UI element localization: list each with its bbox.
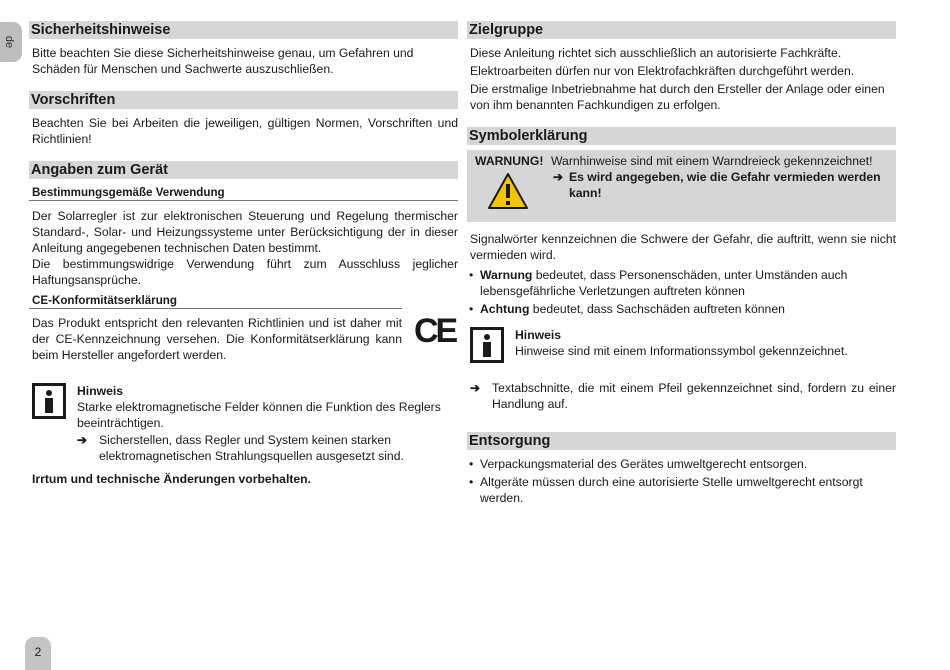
target-text-2: Elektroarbeiten dürfen nur von Elektrofachkräften durchgeführt werden. bbox=[470, 64, 855, 78]
page-number: 2 bbox=[25, 637, 51, 670]
target-text-3: Die erstmalige Inbetriebnahme hat durch den Ersteller der Anlage oder einen von ihm benannten Fachkundigen zu erfolgen. bbox=[470, 82, 885, 112]
note-title: Hinweis bbox=[77, 384, 124, 398]
arrow-explanation bbox=[467, 380, 896, 412]
disposal-list bbox=[467, 456, 896, 506]
intended-use-heading: Bestimmungsgemäße Verwendung bbox=[29, 185, 458, 201]
arrow-right-icon: ➔ bbox=[553, 170, 564, 184]
signal-words-text: Signalwörter kennzeichnen die Schwere der Gefahr, die auftritt, wenn sie nicht vermieden wird. bbox=[470, 232, 896, 262]
list-item: • Achtung bedeutet, dass Sachschäden auftreten können bbox=[467, 301, 896, 317]
warning-action: Es wird angegeben, wie die Gefahr vermieden werden kann! bbox=[569, 170, 881, 200]
list-item: • Warnung bedeutet, dass Personenschäden, unter Umständen auch lebensgefährliche Verletzungen auftreten können bbox=[467, 267, 896, 299]
note-block bbox=[29, 383, 458, 463]
info-icon bbox=[32, 383, 66, 419]
hint-block bbox=[467, 327, 896, 371]
info-icon bbox=[470, 327, 504, 363]
list-item: • Verpackungsmaterial des Gerätes umweltgerecht entsorgen. bbox=[467, 456, 896, 472]
list-item: • Altgeräte müssen durch eine autorisierte Stelle umweltgerecht entsorgt werden. bbox=[467, 474, 896, 506]
regulations-heading: Vorschriften bbox=[29, 91, 458, 109]
regulations-text: Beachten Sie bei Arbeiten die jeweiligen, gültigen Normen, Vorschriften und Richtlinien! bbox=[32, 116, 458, 146]
left-column bbox=[29, 21, 458, 487]
arrow-right-icon: ➔ bbox=[77, 433, 88, 447]
safety-text: Bitte beachten Sie diese Sicherheitshinweise genau, um Gefahren und Schäden für Menschen und Sachwerte auszuschließen. bbox=[32, 46, 414, 76]
note-action: Sicherstellen, dass Regler und System keinen starken elektromagnetischen Strahlungsquellen ausgesetzt sind. bbox=[99, 433, 404, 463]
warning-box bbox=[467, 150, 896, 222]
arrow-text: Textabschnitte, die mit einem Pfeil gekennzeichnet sind, fordern zu einer Handlung auf. bbox=[492, 381, 896, 411]
arrow-right-icon: ➔ bbox=[470, 381, 481, 395]
note-text: Starke elektromagnetische Felder können die Funktion des Reglers beeinträchtigen. bbox=[77, 400, 441, 430]
disposal-heading: Entsorgung bbox=[467, 432, 896, 450]
intended-use-liability: Die bestimmungswidrige Verwendung führt zum Ausschluss jeglicher Haftungsansprüche. bbox=[32, 257, 458, 287]
target-text-1: Diese Anleitung richtet sich ausschließlich an autorisierte Fachkräfte. bbox=[470, 46, 842, 60]
symbols-heading: Symbolerklärung bbox=[467, 127, 896, 145]
signal-words-list bbox=[467, 267, 896, 317]
hint-title: Hinweis bbox=[515, 328, 562, 342]
warning-label: WARNUNG! bbox=[475, 154, 544, 168]
device-heading: Angaben zum Gerät bbox=[29, 161, 458, 179]
ce-heading: CE-Konformitätserklärung bbox=[29, 293, 402, 309]
language-tab bbox=[0, 22, 22, 62]
ce-text: Das Produkt entspricht den relevanten Richtlinien und ist daher mit der CE-Kennzeichnung versehen. Die Konformitätserklärung kann beim Hersteller angefordert werden. bbox=[32, 316, 402, 362]
hint-text: Hinweise sind mit einem Informationssymbol gekennzeichnet. bbox=[515, 344, 848, 358]
disclaimer: Irrtum und technische Änderungen vorbehalten. bbox=[32, 472, 311, 486]
intended-use-text: Der Solarregler ist zur elektronischen Steuerung und Regelung thermischer Standard-, Solar- und Heizungssysteme unter Berücksichtigung der in dieser Anleitung angegebenen technischen Daten bestimmt. bbox=[32, 209, 458, 255]
target-heading: Zielgruppe bbox=[467, 21, 896, 39]
right-column bbox=[467, 21, 896, 508]
warning-text: Warnhinweise sind mit einem Warndreieck gekennzeichnet! bbox=[551, 154, 873, 168]
safety-heading: Sicherheitshinweise bbox=[29, 21, 458, 39]
ce-mark-icon: CE bbox=[414, 312, 456, 350]
language-tab-label: de bbox=[3, 35, 16, 49]
warning-triangle-icon bbox=[487, 172, 529, 210]
